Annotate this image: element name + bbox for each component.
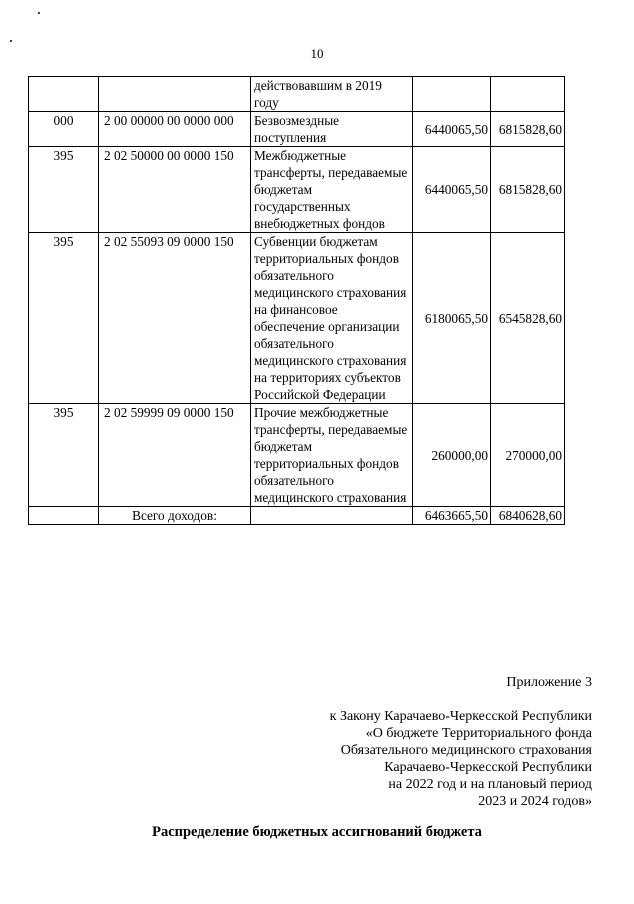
amount-2023-cell: 6440065,50 [413,147,491,233]
income-name-cell: Межбюджетные трансферты, передаваемые бюджетам государственных внебюджетных фондов [251,147,413,233]
total-label: Всего доходов: [99,507,251,525]
amount-2023-cell: 260000,00 [413,404,491,507]
table-row [29,233,565,404]
amount-2023-cell: 6180065,50 [413,233,491,404]
section-heading: Распределение бюджетных ассигнований бюджета [152,824,482,840]
scan-speck [10,40,12,42]
admin-code-cell: 395 [29,233,99,404]
admin-code-cell: 395 [29,404,99,507]
budget-code-cell: 2 02 59999 09 0000 150 [99,404,251,507]
income-name-cell: Прочие межбюджетные трансферты, передаваемые бюджетам территориальных фондов обязательного медицинского страхования [251,404,413,507]
total-2023-cell: 6463665,50 [413,507,491,525]
budget-code-cell: 2 02 55093 09 0000 150 [99,233,251,404]
revenue-table [28,76,565,525]
table-row [29,404,565,507]
appendix-caption [330,708,592,810]
total-row [29,507,565,525]
amount-2024-cell: 6815828,60 [491,112,565,147]
empty-cell [251,507,413,525]
amount-2023-cell [413,77,491,112]
caption-line: Обязательного медицинского страхования [340,743,592,758]
page-number: 10 [310,46,324,61]
amount-2024-cell: 6545828,60 [491,233,565,404]
empty-cell [29,507,99,525]
amount-2023-cell: 6440065,50 [413,112,491,147]
scan-speck [38,12,40,14]
table-row [29,112,565,147]
amount-2024-cell: 270000,00 [491,404,565,507]
table-row [29,77,565,112]
income-name-cell: действовавшим в 2019 году [251,77,413,112]
amount-2024-cell: 6815828,60 [491,147,565,233]
caption-line: к Закону Карачаево-Черкесской Республики [329,709,592,724]
income-name-cell: Безвозмездные поступления [251,112,413,147]
admin-code-cell: 395 [29,147,99,233]
budget-code-cell: 2 02 50000 00 0000 150 [99,147,251,233]
total-2024-cell: 6840628,60 [491,507,565,525]
admin-code-cell: 000 [29,112,99,147]
caption-line: «О бюджете Территориального фонда [365,726,592,741]
table-row [29,147,565,233]
income-name-cell: Субвенции бюджетам территориальных фондов обязательного медицинского страхования на финансовое обеспечение организации обязательного медицинского страхования на территориях субъектов Российской Федерации [251,233,413,404]
caption-line: на 2022 год и на плановый период [388,777,592,792]
budget-code-cell [99,77,251,112]
admin-code-cell [29,77,99,112]
caption-line: Карачаево-Черкесской Республики [384,760,592,775]
appendix-title: Приложение 3 [506,675,592,690]
budget-code-cell: 2 00 00000 00 0000 000 [99,112,251,147]
caption-line: 2023 и 2024 годов» [478,794,592,809]
amount-2024-cell [491,77,565,112]
